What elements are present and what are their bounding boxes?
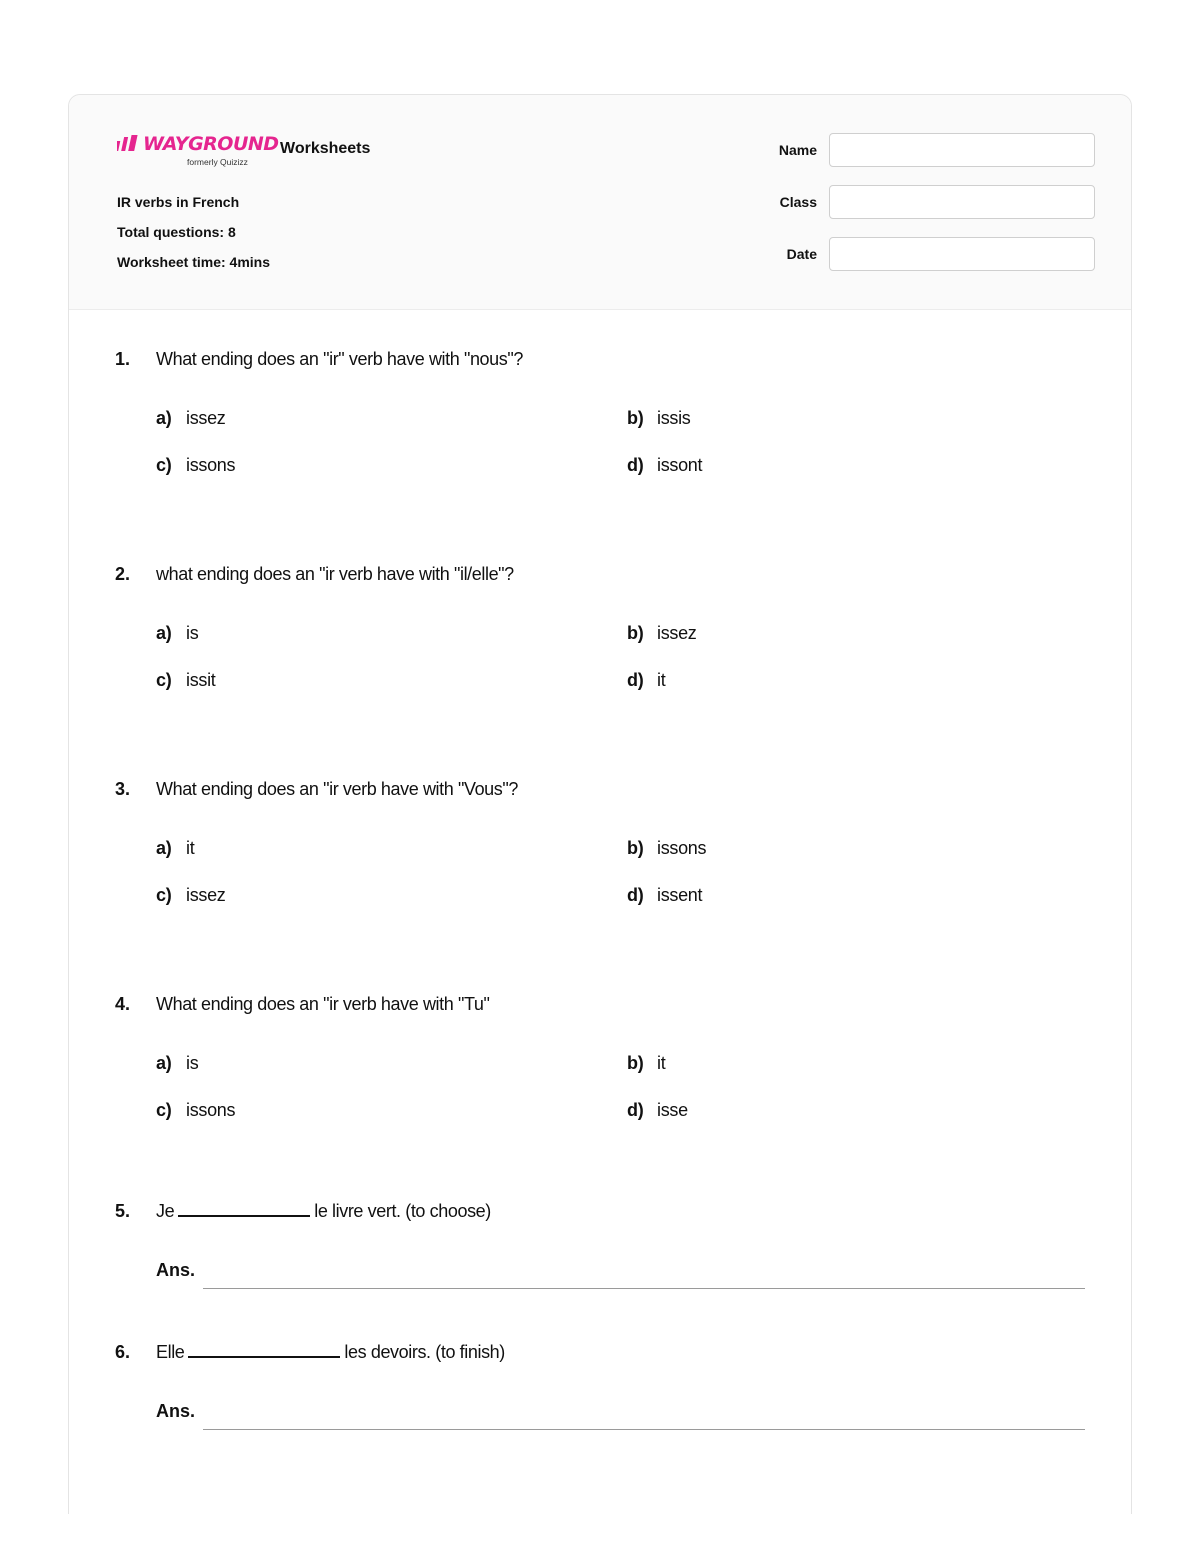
option-b[interactable] xyxy=(627,1053,665,1074)
option-label: d) xyxy=(627,455,644,475)
option-label: d) xyxy=(627,1100,644,1120)
class-label: Class xyxy=(779,194,817,210)
option-c[interactable] xyxy=(156,670,216,691)
fill-in-blank xyxy=(178,1201,310,1217)
option-text: issit xyxy=(186,670,216,690)
question-6 xyxy=(69,1342,1131,1431)
question-number: 4. xyxy=(115,994,131,1014)
option-d[interactable] xyxy=(627,885,702,906)
option-b[interactable] xyxy=(627,408,691,429)
question-text: What ending does an "ir verb have with "Vous"? xyxy=(156,779,518,799)
option-label: c) xyxy=(156,1100,172,1120)
answer-label: Ans. xyxy=(156,1401,196,1421)
option-a[interactable] xyxy=(156,838,194,859)
question-text-after: les devoirs. (to finish) xyxy=(344,1342,505,1362)
option-c[interactable] xyxy=(156,885,226,906)
question-text-before: Elle xyxy=(156,1342,185,1362)
option-text: is xyxy=(186,623,199,643)
option-text: issons xyxy=(186,455,236,475)
question-list xyxy=(69,349,1131,1431)
total-questions: Total questions: 8 xyxy=(117,224,236,240)
option-label: d) xyxy=(627,885,644,905)
student-fields xyxy=(759,133,1085,289)
option-label: a) xyxy=(156,623,172,643)
question-1 xyxy=(69,349,1131,502)
question-text: What ending does an "ir verb have with "Tu" xyxy=(156,994,490,1014)
wayground-logo xyxy=(117,133,277,169)
option-text: issez xyxy=(186,408,226,428)
name-label: Name xyxy=(778,142,817,158)
question-3 xyxy=(69,779,1131,932)
question-number: 3. xyxy=(115,779,131,799)
date-field-row xyxy=(759,237,1085,271)
option-label: b) xyxy=(627,1053,644,1073)
option-text: issons xyxy=(657,838,707,858)
option-text: it xyxy=(657,670,666,690)
question-text-after: le livre vert. (to choose) xyxy=(314,1201,491,1221)
option-c[interactable] xyxy=(156,1100,235,1121)
question-number: 2. xyxy=(115,564,131,584)
question-text xyxy=(156,1201,491,1222)
option-label: c) xyxy=(156,455,172,475)
question-4 xyxy=(69,994,1131,1147)
option-b[interactable] xyxy=(627,623,697,644)
option-d[interactable] xyxy=(627,1100,688,1121)
option-label: a) xyxy=(156,1053,172,1073)
date-label: Date xyxy=(786,246,817,262)
question-number: 6. xyxy=(115,1342,131,1362)
option-text: issez xyxy=(657,623,697,643)
answer-row xyxy=(69,1401,1131,1431)
option-text: isse xyxy=(657,1100,688,1120)
option-a[interactable] xyxy=(156,1053,198,1074)
worksheet-title: IR verbs in French xyxy=(117,194,240,210)
name-input[interactable] xyxy=(829,133,1095,167)
option-label: b) xyxy=(627,623,644,643)
name-field-row xyxy=(759,133,1085,167)
logo-bars-icon xyxy=(117,133,143,155)
option-text: it xyxy=(657,1053,666,1073)
option-text: is xyxy=(186,1053,199,1073)
option-text: issons xyxy=(186,1100,236,1120)
question-2 xyxy=(69,564,1131,717)
option-label: b) xyxy=(627,838,644,858)
question-number: 5. xyxy=(115,1201,131,1221)
answer-line[interactable] xyxy=(203,1429,1085,1430)
answer-label: Ans. xyxy=(156,1260,196,1280)
option-text: issez xyxy=(186,885,226,905)
option-text: issis xyxy=(657,408,691,428)
worksheet-header xyxy=(69,95,1131,310)
answer-line[interactable] xyxy=(203,1288,1085,1289)
question-text: what ending does an "ir verb have with "il/elle"? xyxy=(156,564,514,584)
date-input[interactable] xyxy=(829,237,1095,271)
option-label: c) xyxy=(156,670,172,690)
option-c[interactable] xyxy=(156,455,235,476)
option-b[interactable] xyxy=(627,838,706,859)
option-label: a) xyxy=(156,408,172,428)
option-text: issont xyxy=(657,455,703,475)
question-text: What ending does an "ir" verb have with "nous"? xyxy=(156,349,523,369)
question-text xyxy=(156,1342,505,1363)
option-text: issent xyxy=(657,885,703,905)
option-label: d) xyxy=(627,670,644,690)
option-d[interactable] xyxy=(627,455,702,476)
question-number: 1. xyxy=(115,349,131,369)
logo-subtext: formerly Quizizz xyxy=(187,157,248,167)
fill-in-blank xyxy=(188,1342,340,1358)
worksheet-page xyxy=(68,94,1132,1514)
option-a[interactable] xyxy=(156,623,198,644)
worksheet-meta xyxy=(117,193,270,283)
option-label: b) xyxy=(627,408,644,428)
product-name: Worksheets xyxy=(280,140,371,157)
class-input[interactable] xyxy=(829,185,1095,219)
option-d[interactable] xyxy=(627,670,665,691)
logo-wordmark: WAYGROUND xyxy=(143,133,279,155)
worksheet-time: Worksheet time: 4mins xyxy=(117,254,271,270)
question-5 xyxy=(69,1201,1131,1290)
option-label: a) xyxy=(156,838,172,858)
option-a[interactable] xyxy=(156,408,226,429)
question-text-before: Je xyxy=(156,1201,175,1221)
class-field-row xyxy=(759,185,1085,219)
option-text: it xyxy=(186,838,195,858)
answer-row xyxy=(69,1260,1131,1290)
option-label: c) xyxy=(156,885,172,905)
